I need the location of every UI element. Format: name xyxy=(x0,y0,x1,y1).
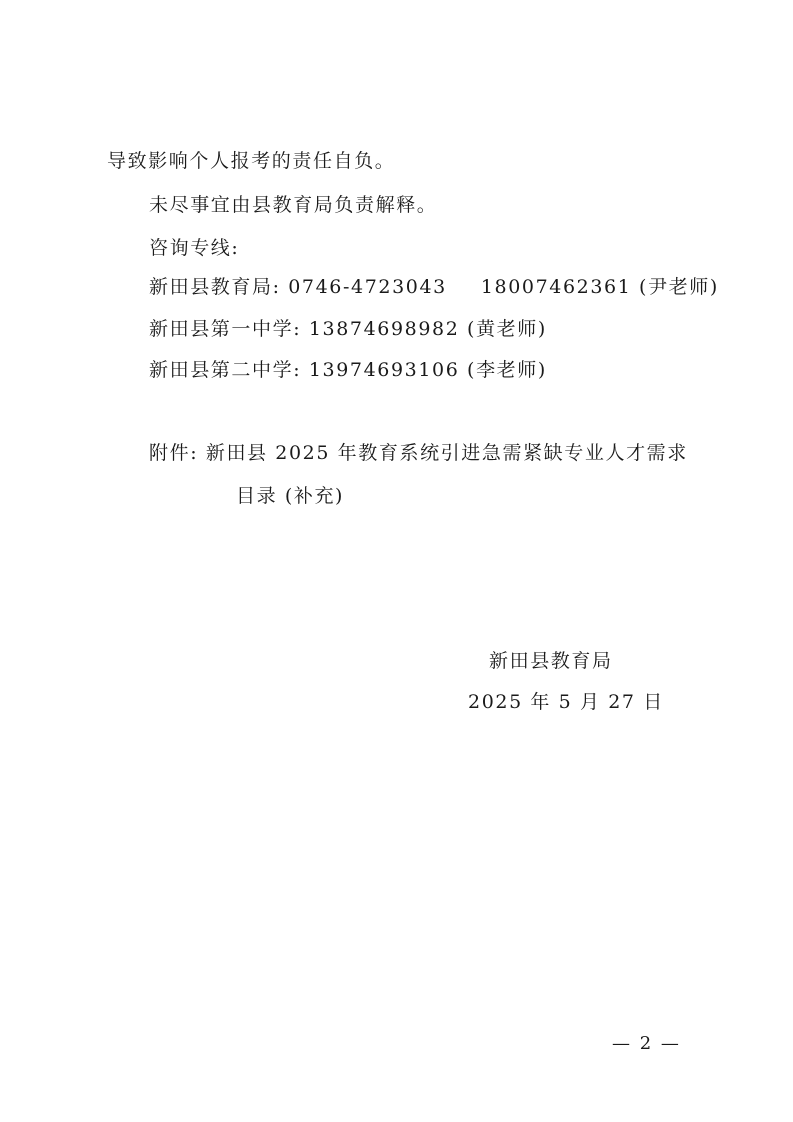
signature-organization: 新田县教育局 xyxy=(489,650,613,672)
explanation-statement: 未尽事宜由县教育局负责解释。 xyxy=(149,194,438,216)
paragraph-tail: 导致影响个人报考的责任自负。 xyxy=(107,150,396,172)
attachment-line: 附件: 新田县 2025 年教育系统引进急需紧缺专业人才需求 xyxy=(149,442,688,464)
contact-second-middle-school: 新田县第二中学: 13974693106 (李老师) xyxy=(149,359,547,381)
attachment-line-continued: 目录 (补充) xyxy=(236,485,345,507)
contact-first-middle-school: 新田县第一中学: 13874698982 (黄老师) xyxy=(149,318,547,340)
contact-education-bureau-main: 新田县教育局: 0746-4723043 xyxy=(149,276,447,298)
page-number: — 2 — xyxy=(612,1033,681,1054)
contact-education-bureau xyxy=(149,275,719,299)
signature-date: 2025 年 5 月 27 日 xyxy=(468,691,664,713)
hotline-heading: 咨询专线: xyxy=(149,237,240,259)
contact-education-bureau-mobile: 18007462361 (尹老师) xyxy=(480,276,719,298)
